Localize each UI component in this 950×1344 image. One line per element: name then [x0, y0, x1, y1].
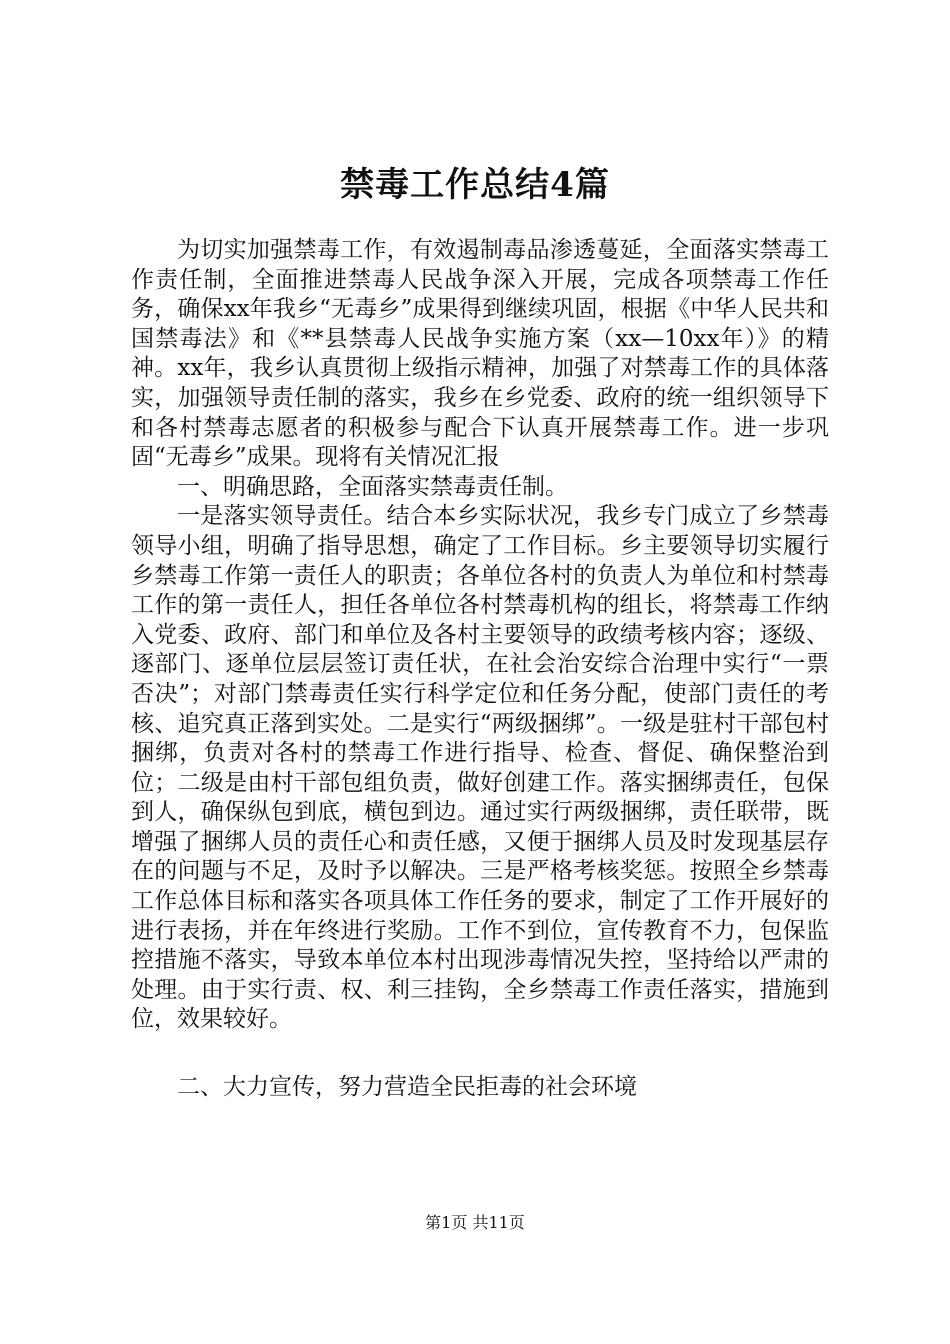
- page-footer: 第1页 共11页: [425, 1213, 525, 1232]
- document-body: [131, 236, 829, 1103]
- document-title: 禁毒工作总结4篇: [340, 165, 610, 205]
- intro-paragraph: 为切实加强禁毒工作，有效遏制毒品渗透蔓延，全面落实禁毒工作责任制，全面推进禁毒人民战争深入开展，完成各项禁毒工作任务，确保xx年我乡“无毒乡”成果得到继续巩固，根据《中华人民共和国禁毒法》和《**县禁毒人民战争实施方案（xx—10xx年）》的精神。xx年，我乡认真贯彻上级指示精神，加强了对禁毒工作的具体落实，加强领导责任制的落实，我乡在乡党委、政府的统一组织领导下和各村禁毒志愿者的积极参与配合下认真开展禁毒工作。进一步巩固“无毒乡”成果。现将有关情况汇报: [131, 237, 829, 471]
- body-paragraph: 一是落实领导责任。结合本乡实际状况，我乡专门成立了乡禁毒领导小组，明确了指导思想，确定了工作目标。乡主要领导切实履行乡禁毒工作第一责任人的职责；各单位各村的负责人为单位和村禁毒工作的第一责任人，担任各单位各村禁毒机构的组长，将禁毒工作纳入党委、政府、部门和单位及各村主要领导的政绩考核内容；逐级、逐部门、逐单位层层签订责任状，在社会治安综合治理中实行“一票否决”；对部门禁毒责任实行科学定位和任务分配，使部门责任的考核、追究真正落到实处。二是实行“两级捆绑”。一级是驻村干部包村捆绑，负责对各村的禁毒工作进行指导、检查、督促、确保整治到位；二级是由村干部包组负责，做好创建工作。落实捆绑责任，包保到人，确保纵包到底，横包到边。通过实行两级捆绑，责任联带，既增强了捆绑人员的责任心和责任感，又便于捆绑人员及时发现基层存在的问题与不足，及时予以解决。三是严格考核奖惩。按照全乡禁毒工作总体目标和落实各项具体工作任务的要求，制定了工作开展好的进行表扬，并在年终进行奖励。工作不到位，宣传教育不力，包保监控措施不落实，导致本单位本村出现涉毒情况失控，坚持给以严肃的处理。由于实行责、权、利三挂钩，全乡禁毒工作责任落实，措施到位，效果较好。: [131, 503, 829, 1033]
- section-heading-2: 二、大力宣传，努力营造全民拒毒的社会环境: [177, 1074, 637, 1101]
- section-heading-1: 一、明确思路，全面落实禁毒责任制。: [177, 473, 568, 500]
